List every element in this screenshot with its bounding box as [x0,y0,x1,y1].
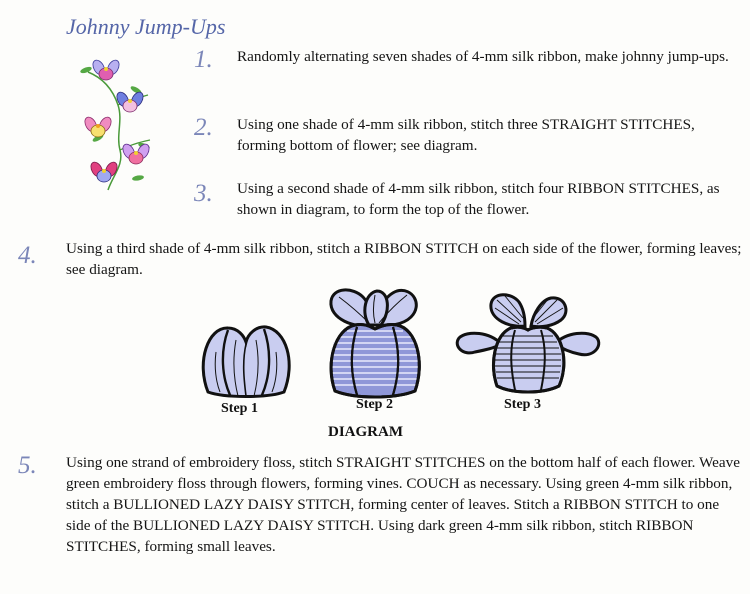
step-text: Using a third shade of 4-mm silk ribbon, stitch a RIBBON STITCH on each side of the flower, forming leaves; see diagram. [66,240,742,278]
step-number: 5. [18,452,37,479]
diagram-label-step-1: Step 1 [221,401,258,416]
step-text: Using one strand of embroidery floss, stitch STRAIGHT STITCHES on the bottom half of each flower. Weave green embroidery floss through flowers, forming vines. COUCH as necessary. Using green 4-mm silk ribbon, stitch a BULLIONED LAZY DAISY STITCH, forming center of leaves. Stitch a RIBBON STITCH to one side of the BULLIONED LAZY DAISY STITCH. Using dark green 4-mm silk ribbon, stitch RIBBON STITCHES, forming small leaves. [66,454,740,555]
diagram-caption: DIAGRAM [328,424,403,440]
johnny-jump-ups-illustration [78,50,158,200]
step-text: Using a second shade of 4-mm silk ribbon, stitch four RIBBON STITCHES, as shown in diagram, to form the top of the flower. [237,180,720,218]
diagram-label-step-3: Step 3 [504,397,541,412]
diagram-label-step-2: Step 2 [356,397,393,412]
diagram-step-2-flower [325,283,425,401]
step-text: Using one shade of 4-mm silk ribbon, stitch three STRAIGHT STITCHES, forming bottom of flower; see diagram. [237,116,695,154]
step-text: Randomly alternating seven shades of 4-mm silk ribbon, make johnny jump-ups. [237,48,729,65]
diagram-step-1-flower [198,322,294,402]
step-number: 3. [194,180,213,207]
diagram-step-3-flower [453,290,603,394]
step-number: 1. [194,46,213,73]
step-number: 4. [18,242,37,269]
step-number: 2. [194,114,213,141]
page-title: Johnny Jump-Ups [66,14,226,39]
